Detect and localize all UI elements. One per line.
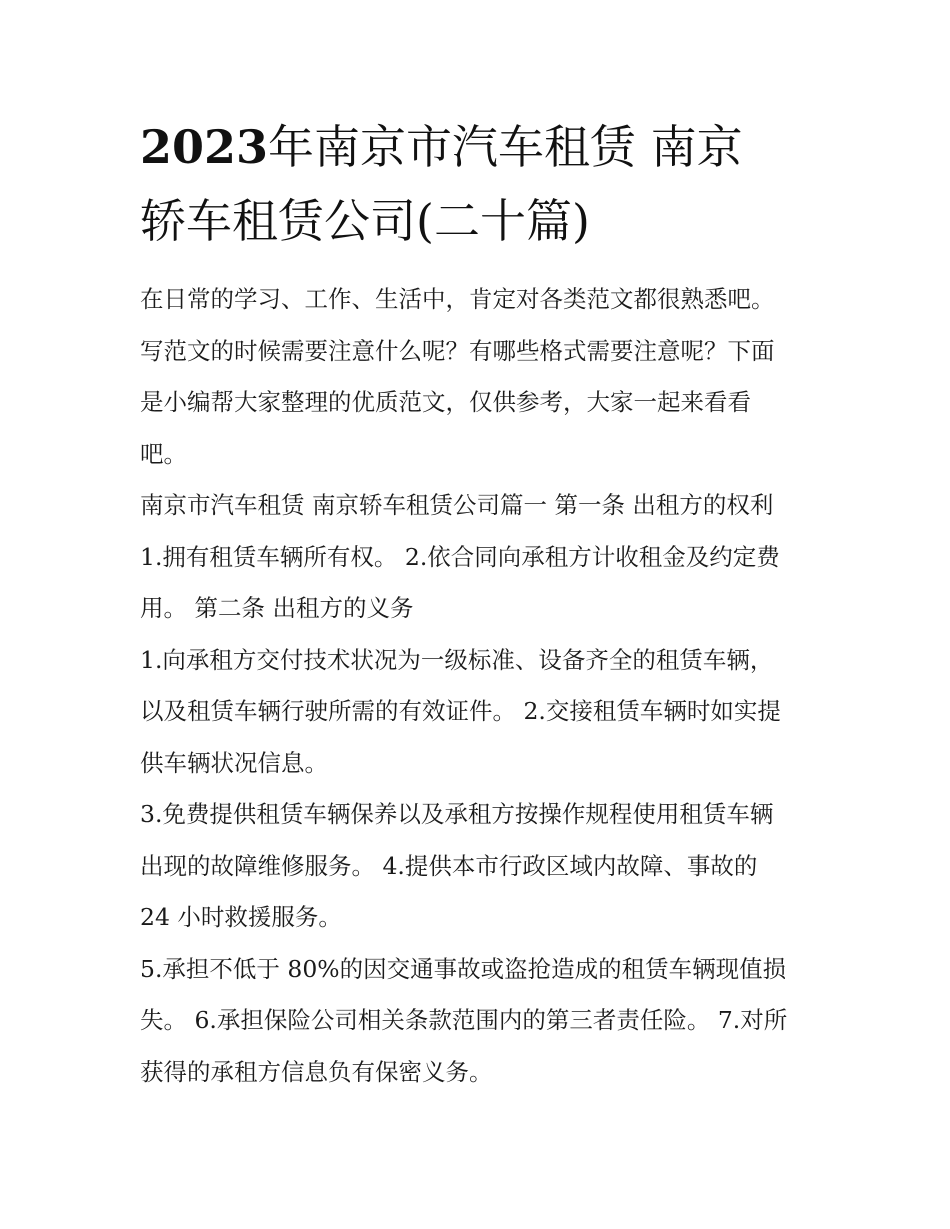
title-line-1-text: 年南京市汽车租赁 南京 [268, 120, 743, 174]
body-line: 5.承担不低于 80%的因交通事故或盗抢造成的租赁车辆现值损 [140, 954, 787, 983]
body-line: 写范文的时候需要注意什么呢？有哪些格式需要注意呢？下面 [140, 336, 775, 365]
body-line: 失。 6.承担保险公司相关条款范围内的第三者责任险。 7.对所 [140, 1006, 788, 1034]
body-line: 出现的故障维修服务。 4.提供本市行政区域内故障、事故的 [140, 851, 758, 880]
body-line: 1.向承租方交付技术状况为一级标准、设备齐全的租赁车辆， [140, 645, 774, 674]
body-line: 以及租赁车辆行驶所需的有效证件。 2.交接租赁车辆时如实提 [140, 697, 781, 725]
body-line: 供车辆状况信息。 [140, 748, 328, 777]
body-line: 是小编帮大家整理的优质范文，仅供参考，大家一起来看看 [140, 388, 751, 416]
body-line: 1.拥有租赁车辆所有权。 2.依合同向承租方计收租金及约定费 [140, 542, 780, 571]
document-body [140, 274, 820, 1098]
body-line: 在日常的学习、工作、生活中，肯定对各类范文都很熟悉吧。 [140, 285, 775, 313]
body-line: 用。 第二条 出租方的义务 [140, 594, 414, 622]
body-line: 南京市汽车租赁 南京轿车租赁公司篇一 第一条 出租方的权利 [140, 491, 774, 519]
document-title [140, 110, 820, 258]
body-line: 24 小时救援服务。 [140, 903, 342, 931]
title-line-2: 轿车租赁公司(二十篇) [140, 194, 590, 248]
body-line: 吧。 [140, 439, 187, 468]
title-line-1 [140, 110, 820, 184]
body-line: 获得的承租方信息负有保密义务。 [140, 1057, 493, 1086]
title-year: 2023 [140, 120, 269, 174]
body-line: 3.免费提供租赁车辆保养以及承租方按操作规程使用租赁车辆 [140, 800, 774, 828]
